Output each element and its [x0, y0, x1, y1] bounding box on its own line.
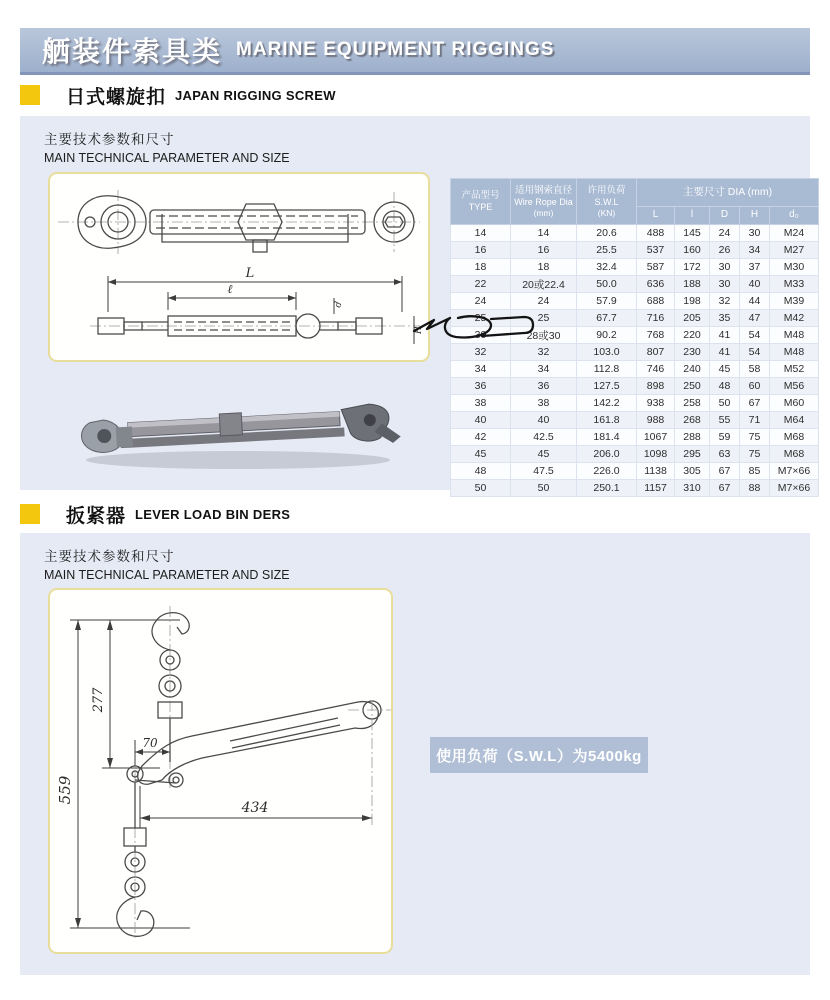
col-swl-en: S.W.L — [594, 196, 619, 207]
table-cell: 55 — [710, 412, 740, 429]
section2-title-english: LEVER LOAD BIN DERS — [135, 506, 291, 522]
table-cell: 42 — [451, 429, 511, 446]
table-cell: 16 — [511, 242, 577, 259]
table-cell: 24 — [511, 293, 577, 310]
table-cell: 40 — [511, 412, 577, 429]
table-row — [451, 361, 819, 378]
table-cell: 63 — [710, 446, 740, 463]
table-cell: 59 — [710, 429, 740, 446]
table-cell: 14 — [451, 225, 511, 242]
table-cell: 30 — [710, 259, 740, 276]
table-header-row — [451, 179, 819, 207]
col-type-en: TYPE — [468, 201, 493, 212]
table-cell: 44 — [740, 293, 770, 310]
table-cell: 1138 — [637, 463, 675, 480]
table-cell: 25.5 — [577, 242, 637, 259]
table-cell: 50 — [451, 480, 511, 497]
table-cell: 1157 — [637, 480, 675, 497]
table-cell: 16 — [451, 242, 511, 259]
table-cell: 188 — [675, 276, 710, 293]
table-cell: 38 — [451, 395, 511, 412]
table-cell: 36 — [511, 378, 577, 395]
table-cell: 48 — [710, 378, 740, 395]
table-cell: 22 — [451, 276, 511, 293]
col-rope-cn: 适用钢索直径 — [514, 184, 572, 196]
table-cell: 34 — [740, 242, 770, 259]
col-header-main-size: 主要尺寸 DIA (mm) — [637, 179, 819, 207]
table-cell: 90.2 — [577, 327, 637, 344]
table-cell: 41 — [710, 344, 740, 361]
table-cell: 250 — [675, 378, 710, 395]
sub-header-cell: l — [675, 207, 710, 225]
table-cell: 161.8 — [577, 412, 637, 429]
dim-label-d: d — [333, 300, 345, 309]
table-cell: 54 — [740, 344, 770, 361]
section1-parameter-caption — [44, 128, 290, 165]
table-cell: 54 — [740, 327, 770, 344]
table-cell: 198 — [675, 293, 710, 310]
table-cell: 295 — [675, 446, 710, 463]
table-cell: 20或22.4 — [511, 276, 577, 293]
param-caption-english: MAIN TECHNICAL PARAMETER AND SIZE — [44, 568, 290, 582]
table-cell: 88 — [740, 480, 770, 497]
table-cell: M60 — [770, 395, 819, 412]
table-cell: 172 — [675, 259, 710, 276]
table-cell: 30 — [710, 276, 740, 293]
table-row — [451, 378, 819, 395]
table-cell: 537 — [637, 242, 675, 259]
table-row — [451, 276, 819, 293]
table-cell: M68 — [770, 446, 819, 463]
table-cell: 1098 — [637, 446, 675, 463]
table-cell: 305 — [675, 463, 710, 480]
table-cell: M30 — [770, 259, 819, 276]
yellow-bullet-icon — [20, 85, 40, 105]
swl-load-badge: 使用负荷（S.W.L）为5400kg — [430, 737, 648, 773]
table-cell: M33 — [770, 276, 819, 293]
table-cell: 288 — [675, 429, 710, 446]
table-cell: 716 — [637, 310, 675, 327]
table-cell: 28或30 — [511, 327, 577, 344]
col-type-cn: 产品型号 — [461, 189, 500, 201]
table-cell: M7×66 — [770, 463, 819, 480]
yellow-bullet-icon — [20, 504, 40, 524]
table-row — [451, 480, 819, 497]
section1-title-chinese: 日式螺旋扣 — [66, 86, 167, 108]
table-cell: 587 — [637, 259, 675, 276]
table-cell: 30 — [740, 225, 770, 242]
table-cell: 32.4 — [577, 259, 637, 276]
table-row — [451, 429, 819, 446]
table-cell: M68 — [770, 429, 819, 446]
table-row — [451, 412, 819, 429]
table-cell: 142.2 — [577, 395, 637, 412]
table-cell: 768 — [637, 327, 675, 344]
table-cell: M24 — [770, 225, 819, 242]
col-swl-unit: (KN) — [597, 207, 616, 218]
table-cell: 230 — [675, 344, 710, 361]
param-caption-english: MAIN TECHNICAL PARAMETER AND SIZE — [44, 151, 290, 165]
table-cell: 32 — [710, 293, 740, 310]
table-cell: 25 — [451, 310, 511, 327]
table-cell: 67 — [740, 395, 770, 412]
table-cell: 226.0 — [577, 463, 637, 480]
table-cell: 145 — [675, 225, 710, 242]
table-cell: 636 — [637, 276, 675, 293]
table-cell: M64 — [770, 412, 819, 429]
table-cell: 67.7 — [577, 310, 637, 327]
pen-annotation — [412, 306, 544, 350]
table-cell: 206.0 — [577, 446, 637, 463]
section2-heading — [20, 503, 290, 525]
table-cell: 35 — [710, 310, 740, 327]
table-cell: 26 — [710, 242, 740, 259]
table-cell: 112.8 — [577, 361, 637, 378]
param-caption-chinese: 主要技术参数和尺寸 — [44, 132, 175, 147]
table-cell: 688 — [637, 293, 675, 310]
dim-label-H: H — [414, 326, 424, 334]
table-cell: 40 — [740, 276, 770, 293]
table-cell: 50 — [710, 395, 740, 412]
table-cell: 75 — [740, 446, 770, 463]
table-cell: 25 — [511, 310, 577, 327]
table-cell: 18 — [451, 259, 511, 276]
sub-header-cell: H — [740, 207, 770, 225]
dim-label-l: ℓ — [227, 282, 233, 296]
table-cell: 20.6 — [577, 225, 637, 242]
rigging-screw-drawing-panel — [48, 172, 430, 362]
table-cell: 1067 — [637, 429, 675, 446]
table-cell: 240 — [675, 361, 710, 378]
table-cell: 807 — [637, 344, 675, 361]
col-header-type — [451, 179, 511, 225]
col-swl-cn: 许用负荷 — [587, 184, 626, 196]
table-cell: 47 — [740, 310, 770, 327]
table-cell: 85 — [740, 463, 770, 480]
table-cell: M48 — [770, 344, 819, 361]
table-cell: M56 — [770, 378, 819, 395]
table-row — [451, 463, 819, 480]
section1-title-english: JAPAN RIGGING SCREW — [175, 87, 336, 103]
lever-binder-drawing — [50, 590, 391, 952]
table-cell: 47.5 — [511, 463, 577, 480]
table-cell: M42 — [770, 310, 819, 327]
table-cell: 60 — [740, 378, 770, 395]
table-body — [451, 225, 819, 497]
table-cell: 24 — [451, 293, 511, 310]
table-cell: 58 — [740, 361, 770, 378]
table-cell: 258 — [675, 395, 710, 412]
table-cell: M39 — [770, 293, 819, 310]
table-row — [451, 225, 819, 242]
table-cell: 14 — [511, 225, 577, 242]
table-cell: 103.0 — [577, 344, 637, 361]
sub-header-cell: D — [710, 207, 740, 225]
table-cell: 42.5 — [511, 429, 577, 446]
col-rope-en: Wire Rope Dia — [514, 196, 573, 207]
table-cell: 938 — [637, 395, 675, 412]
table-row — [451, 395, 819, 412]
table-cell: M52 — [770, 361, 819, 378]
table-cell: 37 — [740, 259, 770, 276]
table-cell: 36 — [451, 378, 511, 395]
table-cell: 18 — [511, 259, 577, 276]
table-cell: 988 — [637, 412, 675, 429]
table-cell: 48 — [451, 463, 511, 480]
table-cell: 205 — [675, 310, 710, 327]
table-cell: 71 — [740, 412, 770, 429]
table-row — [451, 446, 819, 463]
table-cell: 50 — [511, 480, 577, 497]
dim-label-L: L — [245, 266, 255, 281]
table-cell: 67 — [710, 463, 740, 480]
dim-label-277: 277 — [91, 687, 106, 713]
table-cell: 32 — [511, 344, 577, 361]
table-cell: 24 — [710, 225, 740, 242]
param-caption-chinese: 主要技术参数和尺寸 — [44, 549, 175, 564]
table-cell: 181.4 — [577, 429, 637, 446]
page-header — [20, 28, 810, 75]
page-title-chinese: 舾装件索具类 — [42, 36, 223, 67]
table-row — [451, 242, 819, 259]
table-cell: 67 — [710, 480, 740, 497]
table-cell: 488 — [637, 225, 675, 242]
table-cell: 50.0 — [577, 276, 637, 293]
table-cell: 34 — [511, 361, 577, 378]
dim-label-70: 70 — [142, 736, 158, 750]
table-cell: 57.9 — [577, 293, 637, 310]
col-rope-unit: (mm) — [533, 207, 554, 218]
section2-parameter-caption — [44, 545, 290, 582]
section1-heading — [20, 84, 336, 106]
col-header-rope-dia — [511, 179, 577, 225]
table-cell: 30 — [451, 327, 511, 344]
dim-label-434: 434 — [241, 800, 269, 816]
table-cell: 45 — [451, 446, 511, 463]
table-cell: 127.5 — [577, 378, 637, 395]
sub-header-cell: L — [637, 207, 675, 225]
table-cell: 75 — [740, 429, 770, 446]
table-cell: M27 — [770, 242, 819, 259]
table-cell: 250.1 — [577, 480, 637, 497]
table-cell: 41 — [710, 327, 740, 344]
table-cell: M48 — [770, 327, 819, 344]
section2-title-chinese: 扳紧器 — [66, 505, 127, 527]
table-cell: 898 — [637, 378, 675, 395]
sub-header-cell: d₀ — [770, 207, 819, 225]
table-cell: 220 — [675, 327, 710, 344]
table-row — [451, 259, 819, 276]
lever-binder-drawing-panel — [48, 588, 393, 954]
table-cell: 268 — [675, 412, 710, 429]
table-cell: 34 — [451, 361, 511, 378]
table-cell: 160 — [675, 242, 710, 259]
rigging-screw-drawing — [50, 174, 428, 360]
table-cell: 310 — [675, 480, 710, 497]
page-title-english: MARINE EQUIPMENT RIGGINGS — [236, 39, 555, 60]
table-cell: 45 — [710, 361, 740, 378]
table-cell: 32 — [451, 344, 511, 361]
table-cell: 746 — [637, 361, 675, 378]
table-cell: 40 — [451, 412, 511, 429]
dim-label-559: 559 — [56, 775, 74, 805]
rigging-screw-photo — [70, 387, 406, 473]
col-header-swl — [577, 179, 637, 225]
table-cell: M7×66 — [770, 480, 819, 497]
table-cell: 38 — [511, 395, 577, 412]
table-cell: 45 — [511, 446, 577, 463]
